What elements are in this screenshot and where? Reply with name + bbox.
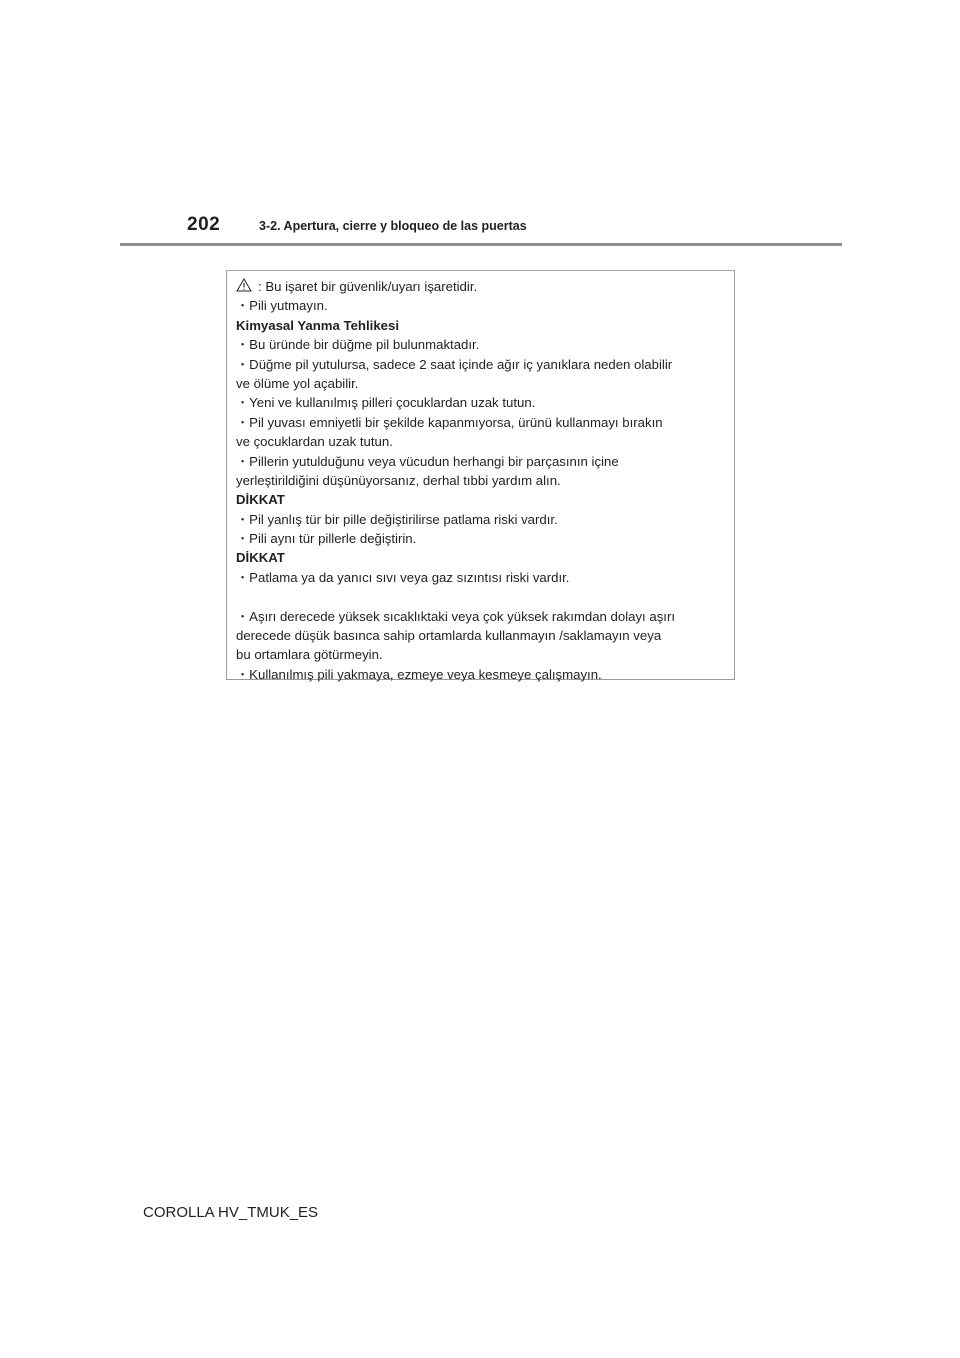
line-text: bu ortamlara götürmeyin. xyxy=(236,647,383,663)
line-text: yerleştirildiğini düşünüyorsanız, derhal tıbbi yardım alın. xyxy=(236,472,561,488)
line-text: ・Bu üründe bir düğme pil bulunmaktadır. xyxy=(236,337,480,353)
warning-heading xyxy=(236,548,731,567)
line-text: derecede düşük basınca sahip ortamlarda kullanmayın /saklamayın veya xyxy=(236,628,662,644)
line-text: ve çocuklardan uzak tutun. xyxy=(236,434,393,450)
warning-text-block xyxy=(236,277,731,684)
warning-line xyxy=(236,432,731,451)
line-text: DİKKAT xyxy=(236,550,285,566)
warning-line xyxy=(236,296,731,315)
warning-line xyxy=(236,568,731,587)
line-text: ・Kullanılmış pili yakmaya, ezmeye veya kesmeye çalışmayın. xyxy=(236,666,602,682)
header-divider xyxy=(120,243,842,246)
line-text: ・Aşırı derecede yüksek sıcaklıktaki veya çok yüksek rakımdan dolayı aşırı xyxy=(236,608,676,624)
warning-line xyxy=(236,413,731,432)
blank-line xyxy=(236,587,731,606)
warning-line xyxy=(236,529,731,548)
warning-line xyxy=(236,645,731,664)
warning-line xyxy=(236,665,731,684)
line-text: ・Pillerin yutulduğunu veya vücudun herhangi bir parçasının içine xyxy=(236,453,619,469)
line-text: ・Pili yutmayın. xyxy=(236,298,328,314)
warning-line xyxy=(236,471,731,490)
warning-heading xyxy=(236,490,731,509)
page-number: 202 xyxy=(187,214,221,235)
warning-line xyxy=(236,374,731,393)
warning-line xyxy=(236,393,731,412)
warning-line xyxy=(236,335,731,354)
line-text: ・Patlama ya da yanıcı sıvı veya gaz sızıntısı riski vardır. xyxy=(236,569,570,585)
warning-line xyxy=(236,607,731,626)
warning-triangle-icon xyxy=(236,278,252,292)
warning-line xyxy=(236,626,731,645)
line-text: ・Pili aynı tür pillerle değiştirin. xyxy=(236,531,417,547)
line-text: ・Yeni ve kullanılmış pilleri çocuklardan uzak tutun. xyxy=(236,395,536,411)
warning-line xyxy=(236,277,731,296)
model-code: COROLLA HV_TMUK_ES xyxy=(143,1204,319,1221)
warning-line xyxy=(236,452,731,471)
line-text: Kimyasal Yanma Tehlikesi xyxy=(236,317,399,333)
line-text: ・Düğme pil yutulursa, sadece 2 saat içinde ağır iç yanıklara neden olabilir xyxy=(236,356,673,372)
line-text: : Bu işaret bir güvenlik/uyarı işaretidir. xyxy=(258,279,478,294)
line-text: ・Pil yuvası emniyetli bir şekilde kapanmıyorsa, ürünü kullanmayı bırakın xyxy=(236,414,663,430)
line-text: ・Pil yanlış tür bir pille değiştirilirse patlama riski vardır. xyxy=(236,511,558,527)
warning-line xyxy=(236,355,731,374)
line-text: ve ölüme yol açabilir. xyxy=(236,375,359,391)
battery-warning-box xyxy=(226,270,735,680)
warning-line xyxy=(236,510,731,529)
box-top-border xyxy=(227,270,734,271)
section-title: 3-2. Apertura, cierre y bloqueo de las puertas xyxy=(259,219,527,233)
warning-heading xyxy=(236,316,731,335)
line-text: DİKKAT xyxy=(236,492,285,508)
